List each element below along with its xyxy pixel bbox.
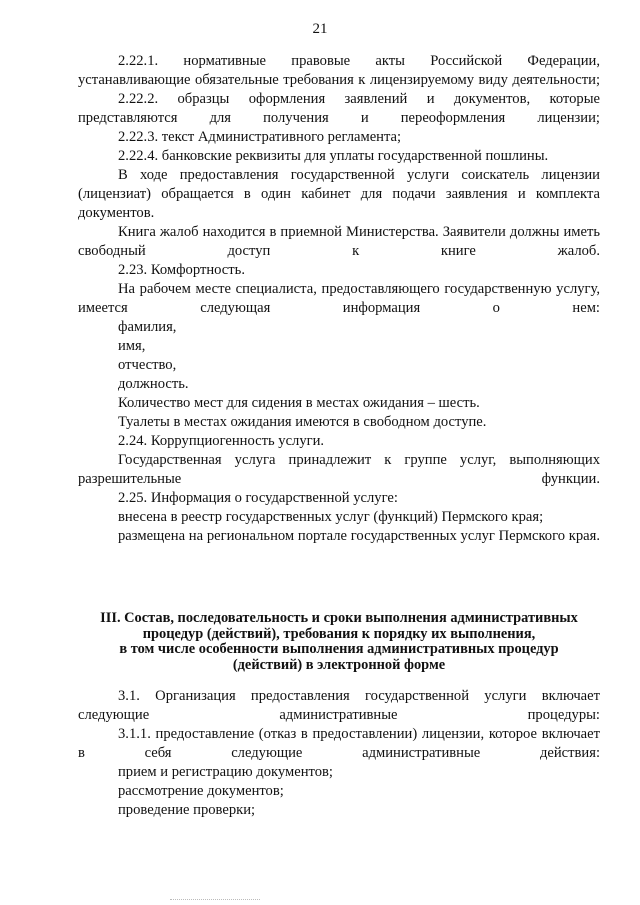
paragraph: 3.1. Организация предоставления государственной услуги включает следующие административные процедуры: xyxy=(78,688,600,723)
paragraph: Количество мест для сидения в местах ожидания – шесть. xyxy=(118,395,480,411)
paragraph: 2.24. Коррупциогенность услуги. xyxy=(118,433,325,449)
heading-line: процедур (действий), требования к порядку их выполнения, xyxy=(142,625,536,642)
paragraph: 2.22.1. нормативные правовые акты Российской Федерации, устанавливающие обязательные требования к лицензируемому виду деятельности; xyxy=(78,53,600,88)
list-item: фамилия, xyxy=(118,319,177,335)
list-item: прием и регистрацию документов; xyxy=(118,764,333,780)
paragraph: 2.22.3. текст Административного регламента; xyxy=(118,129,402,145)
paragraph: 2.22.4. банковские реквизиты для уплаты государственной пошлины. xyxy=(118,148,549,164)
list-item: внесена в реестр государственных услуг (функций) Пермского края; xyxy=(118,509,544,525)
paragraph: Туалеты в местах ожидания имеются в свободном доступе. xyxy=(118,414,487,430)
heading-line: III. Состав, последовательность и сроки выполнения административных xyxy=(100,610,578,626)
page-number: 21 xyxy=(312,21,328,37)
list-item: имя, xyxy=(118,338,146,354)
paragraph: Книга жалоб находится в приемной Министерства. Заявители должны иметь свободный доступ к книге жалоб. xyxy=(78,224,600,259)
scan-artifact-line xyxy=(170,899,260,901)
paragraph: Государственная услуга принадлежит к группе услуг, выполняющих разрешительные функции. xyxy=(78,452,600,487)
paragraph: В ходе предоставления государственной услуги соискатель лицензии (лицензиат) обращается в один кабинет для подачи заявления и комплекта документов. xyxy=(78,167,600,221)
paragraph: 3.1.1. предоставление (отказ в предоставлении) лицензии, которое включает в себя следующие административные действия: xyxy=(78,726,600,761)
list-item: проведение проверки; xyxy=(118,802,256,818)
paragraph: 2.25. Информация о государственной услуге: xyxy=(118,490,398,506)
section-3-heading xyxy=(78,611,600,673)
section-3-body xyxy=(78,687,600,820)
paragraph: 2.22.2. образцы оформления заявлений и документов, которые представляются для получения и переоформления лицензии; xyxy=(78,91,600,126)
paragraph: размещена на региональном портале государственных услуг Пермского края. xyxy=(118,528,600,544)
section-2-body xyxy=(78,52,600,546)
paragraph: На рабочем месте специалиста, предоставляющего государственную услугу, имеется следующая информация о нем: xyxy=(78,281,600,316)
heading-line: (действий) в электронной форме xyxy=(232,656,446,673)
paragraph: 2.23. Комфортность. xyxy=(118,262,245,278)
heading-line: в том числе особенности выполнения административных процедур xyxy=(119,641,559,658)
list-item: рассмотрение документов; xyxy=(118,783,284,799)
list-item: отчество, xyxy=(118,357,177,373)
list-item: должность. xyxy=(118,376,189,392)
